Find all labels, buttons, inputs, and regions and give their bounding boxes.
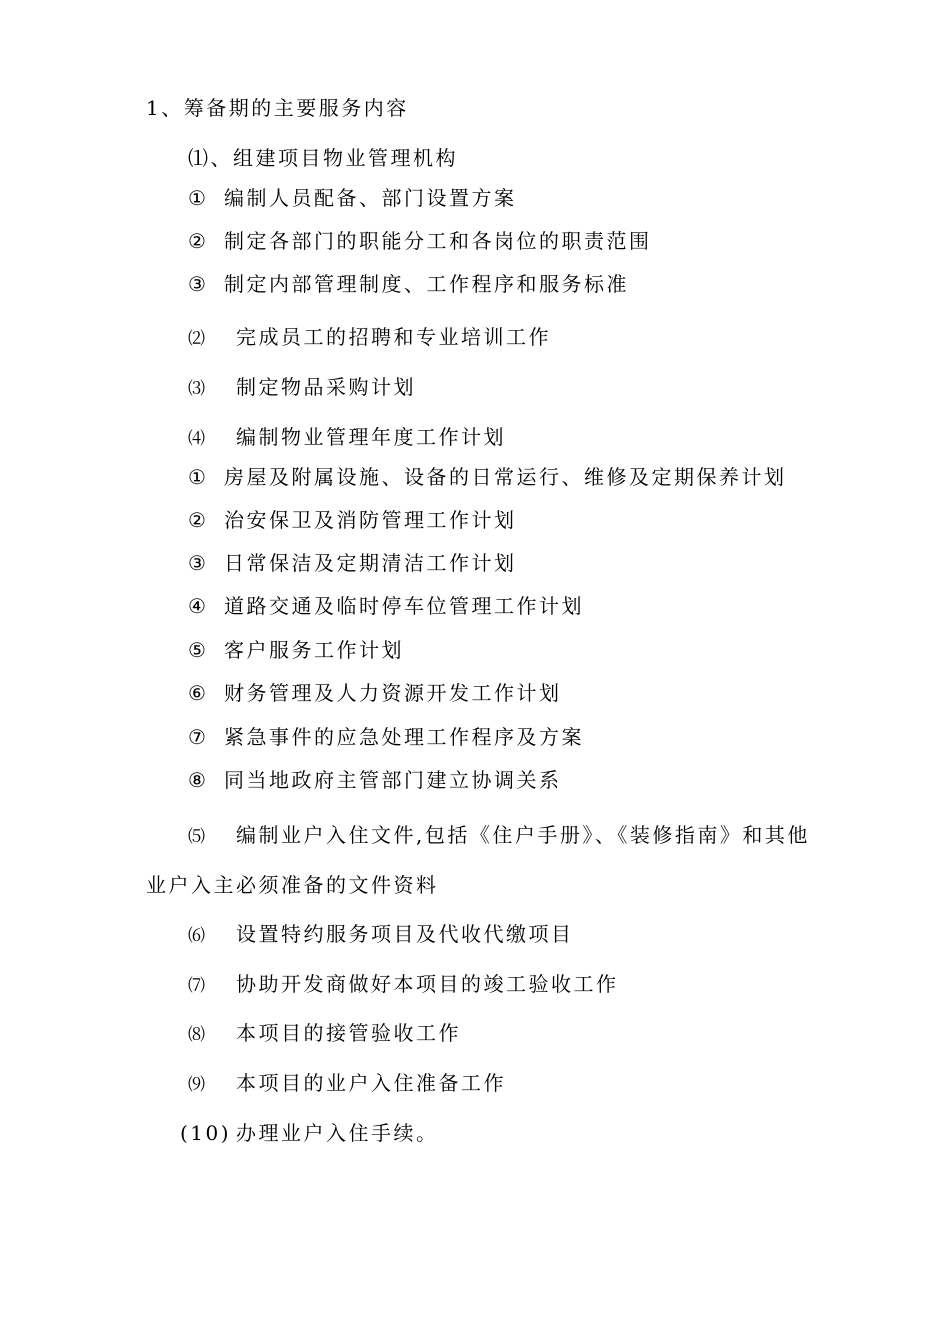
- subsection-text: 设置特约服务项目及代收代缴项目: [236, 922, 574, 946]
- subsection-number: ⑷: [188, 429, 208, 449]
- subsection-number: ⑸: [188, 827, 208, 847]
- item-text: 财务管理及人力资源开发工作计划: [224, 681, 562, 705]
- subsection-text: 本项目的业户入住准备工作: [236, 1071, 506, 1095]
- list-item: [188, 272, 629, 296]
- item-text: 日常保洁及定期清洁工作计划: [224, 551, 517, 575]
- item-text: 客户服务工作计划: [224, 638, 404, 662]
- list-item: [188, 594, 584, 618]
- list-item: [188, 229, 652, 253]
- item-text: 房屋及附属设施、设备的日常运行、维修及定期保养计划: [224, 465, 787, 489]
- item-marker: ④: [188, 594, 209, 618]
- item-marker: ①: [188, 186, 209, 210]
- subsection-number: ⑶: [188, 379, 208, 399]
- list-item: [188, 725, 584, 749]
- subsection-text: 本项目的接管验收工作: [236, 1021, 461, 1045]
- subsection-text: 制定物品采购计划: [236, 375, 416, 399]
- subsection-10: [180, 1121, 439, 1145]
- subsection-6: [188, 922, 574, 948]
- item-marker: ②: [188, 229, 209, 253]
- subsection-number: ⑵: [188, 329, 208, 349]
- item-marker: ③: [188, 272, 209, 296]
- item-text: 制定各部门的职能分工和各岗位的职责范围: [224, 229, 652, 253]
- item-text: 紧急事件的应急处理工作程序及方案: [224, 725, 584, 749]
- item-text: 编制人员配备、部门设置方案: [224, 186, 517, 210]
- item-text: 同当地政府主管部门建立协调关系: [224, 768, 562, 792]
- subsection-5: [188, 823, 810, 849]
- list-item: [188, 186, 517, 210]
- subsection-5-continuation: 业户入主必须准备的文件资料: [146, 873, 439, 897]
- item-text: 治安保卫及消防管理工作计划: [224, 508, 517, 532]
- subsection-number: ⑹: [188, 926, 208, 946]
- item-text: 道路交通及临时停车位管理工作计划: [224, 594, 584, 618]
- item-marker: ⑧: [188, 768, 209, 792]
- subsection-1-title: ⑴、组建项目物业管理机构: [188, 146, 458, 170]
- item-marker: ①: [188, 465, 209, 489]
- subsection-text: 编制物业管理年度工作计划: [236, 425, 506, 449]
- subsection-2: [188, 325, 551, 351]
- subsection-7: [188, 972, 619, 998]
- section-heading: 1、筹备期的主要服务内容: [146, 96, 409, 120]
- subsection-4: [188, 425, 506, 451]
- list-item: [188, 508, 517, 532]
- item-marker: ②: [188, 508, 209, 532]
- item-marker: ⑤: [188, 638, 209, 662]
- subsection-number: ⑻: [188, 1025, 208, 1045]
- list-item: [188, 465, 787, 489]
- subsection-number: ⑼: [188, 1075, 208, 1095]
- subsection-number: ⑺: [188, 976, 208, 996]
- list-item: [188, 551, 517, 575]
- list-item: [188, 681, 562, 705]
- item-marker: ⑥: [188, 681, 209, 705]
- item-marker: ③: [188, 551, 209, 575]
- subsection-text: 协助开发商做好本项目的竣工验收工作: [236, 972, 619, 996]
- subsection-8: [188, 1021, 461, 1047]
- subsection-text: 办理业户入住手续。: [236, 1121, 439, 1145]
- subsection-text: 完成员工的招聘和专业培训工作: [236, 325, 551, 349]
- list-item: [188, 768, 562, 792]
- subsection-number: (10): [180, 1121, 232, 1145]
- list-item: [188, 638, 404, 662]
- subsection-9: [188, 1071, 506, 1097]
- item-text: 制定内部管理制度、工作程序和服务标准: [224, 272, 629, 296]
- subsection-text: 编制业户入住文件,包括《住户手册》、《装修指南》和其他: [236, 823, 810, 847]
- subsection-3: [188, 375, 416, 401]
- item-marker: ⑦: [188, 725, 209, 749]
